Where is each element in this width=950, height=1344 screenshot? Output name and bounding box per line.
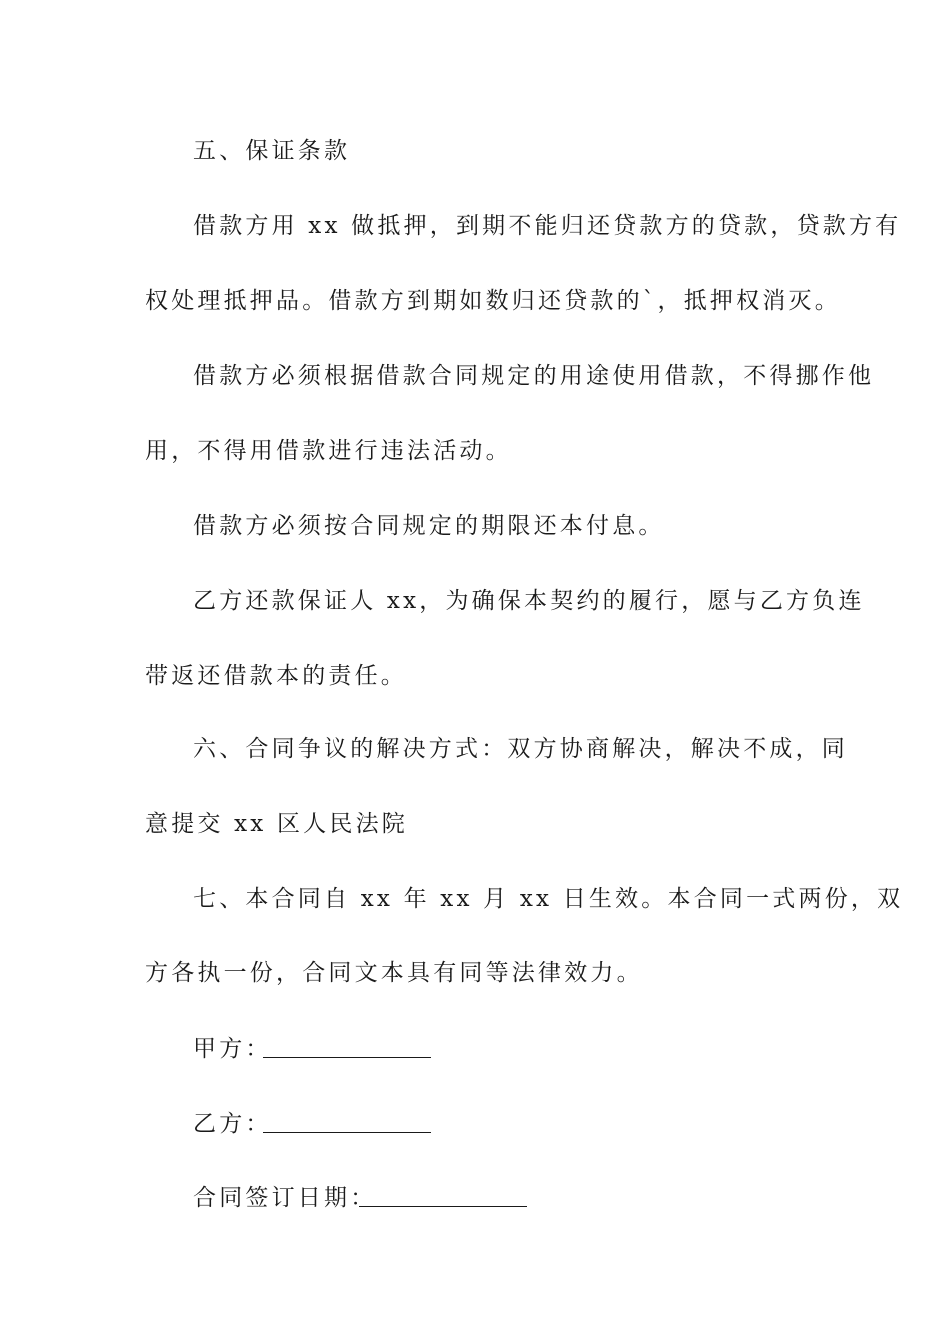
party-b-signature-line xyxy=(263,1132,431,1133)
section-heading-dispute: 六、合同争议的解决方式：双方协商解决，解决不成，同 xyxy=(193,736,848,762)
paragraph-line: 方各执一份，合同文本具有同等法律效力。 xyxy=(145,960,643,986)
paragraph-line: 权处理抵押品。借款方到期如数归还贷款的`，抵押权消灭。 xyxy=(145,288,841,314)
signing-date-label: 合同签订日期： xyxy=(193,1185,377,1211)
party-b-label: 乙方： xyxy=(193,1111,272,1137)
party-a-label: 甲方： xyxy=(193,1036,272,1062)
signing-date-line xyxy=(359,1206,527,1207)
party-a-signature-line xyxy=(263,1057,431,1058)
paragraph-line: 借款方用 xx 做抵押，到期不能归还贷款方的贷款，贷款方有 xyxy=(193,213,902,239)
section-heading-effective: 七、本合同自 xx 年 xx 月 xx 日生效。本合同一式两份，双 xyxy=(193,886,904,912)
paragraph-line: 乙方还款保证人 xx，为确保本契约的履行，愿与乙方负连 xyxy=(193,588,865,614)
paragraph-line: 借款方必须根据借款合同规定的用途使用借款，不得挪作他 xyxy=(193,363,875,389)
section-heading-guarantee: 五、保证条款 xyxy=(193,138,351,164)
paragraph-line: 用，不得用借款进行违法活动。 xyxy=(145,438,512,464)
paragraph-line: 意提交 xx 区人民法院 xyxy=(145,811,408,837)
paragraph-line: 借款方必须按合同规定的期限还本付息。 xyxy=(193,513,665,539)
paragraph-line: 带返还借款本的责任。 xyxy=(145,663,407,689)
